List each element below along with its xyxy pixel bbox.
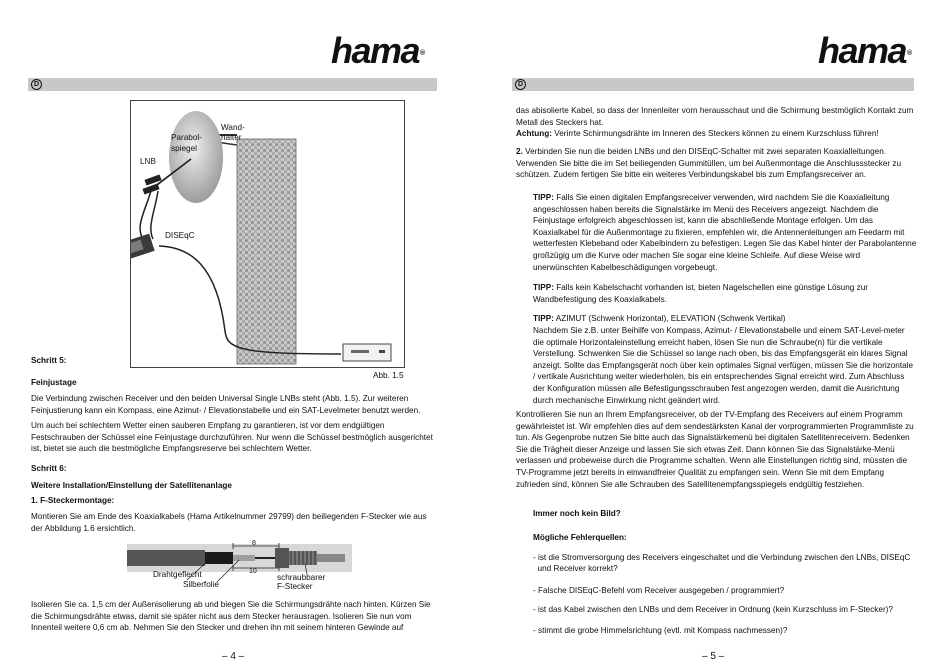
dim-8: 8 <box>252 540 256 547</box>
f-connector-body <box>317 554 345 562</box>
f-connector-diagram <box>127 540 352 595</box>
schritt-5-heading: Schritt 5: <box>31 356 67 365</box>
label-silberfolie: Silberfolie <box>183 580 219 589</box>
achtung-text: Verirrte Schirmungsdrähte im Inneren des Steckers können zu einem Kurzschluss führen! <box>551 129 879 138</box>
tipp-2-label: TIPP: <box>533 283 554 292</box>
label-schraubbarer: schraubbarer <box>277 573 326 582</box>
dim-10: 10 <box>249 568 257 575</box>
tipp-2 <box>533 282 917 305</box>
fehlerquellen-heading: Mögliche Fehlerquellen: <box>533 533 627 542</box>
fehler-item-1: - ist die Stromversorgung des Receivers eingeschaltet und die Verbindung zwischen den LNBs, DISEqC <box>533 553 911 562</box>
language-bar <box>28 78 437 91</box>
achtung-note <box>516 128 916 140</box>
label-f-stecker: F-Stecker <box>277 582 313 591</box>
figure-1-5 <box>130 100 405 368</box>
page-number-5: – 5 – <box>702 651 725 662</box>
label-parabolspiegel-1: Parabol- <box>171 133 202 142</box>
wall <box>237 139 296 364</box>
label-lnb: LNB <box>140 157 156 166</box>
tipp-1-label: TIPP: <box>533 193 554 202</box>
label-drahtgeflecht: Drahtgeflecht <box>153 570 202 579</box>
fehler-item-3: - ist das Kabel zwischen den LNBs und dem Receiver in Ordnung (kein Kurzschluss im F-Stecker)? <box>533 605 893 614</box>
weitere-installation-heading: Weitere Installation/Einstellung der Satellitenanlage <box>31 481 232 490</box>
tipp-3-label: TIPP: <box>533 314 554 323</box>
paragraph-abisoliert: das abisolierte Kabel, so dass der Innenleiter vorn herausschaut und die Schirmung bestmöglich Kontakt zum Metall des Steckers hat. <box>516 106 914 127</box>
step-2-number: 2. <box>516 147 523 156</box>
paragraph-step-2 <box>516 146 916 181</box>
paragraph-montieren: Montieren Sie am Ende des Koaxialkabels (Hama Artikelnummer 29799) den beiliegenden F-Stecker wie aus der Abbildung 1.6 ersichtlich. <box>31 512 427 533</box>
paragraph-kontrollieren: Kontrollieren Sie nun an Ihrem Empfangsreceiver, ob der TV-Empfang des Receivers auf einem Programm gewährleistet ist. Wir empfehlen dies auf dem sendestärksten Kanal der vorprogrammierten Programmliste zu tun. Als Gegenprobe nutzen Sie bitte auch das Signalstärkemenü bei digitalen Satellitenreceivern. Bedenken Sie die Trägheit dieser Anzeige und lassen Sie sich etwas Zeit. Dann können Sie das Signalstärke-Menü verlassen und probeweise durch die Programme schalten. Wenn alle Einstellungen richtig sind, müssten die TV-Programme jetzt bereits in einwandfreier Qualität zu empfangen sein. Wenn Sie mit dem Empfang zufrieden sind, können Sie alle Schrauben des Satellitenempfangsspiegels endgültig festziehen. <box>516 410 914 489</box>
schritt-6-heading: Schritt 6: <box>31 464 67 473</box>
hama-logo-right: hama® <box>818 30 913 71</box>
tipp-3-head: AZIMUT (Schwenk Horizontal), ELEVATION (Schwenk Vertikal) <box>553 314 786 323</box>
language-badge: D <box>31 79 42 90</box>
tipp-3-text: Nachdem Sie z.B. unter Beihilfe von Kompass, Azimut- / Elevationstabelle und einem SAT-Level-meter die optimale Horizontaleinstellung erreicht haben, lösen Sie nun die Schraube(n) für die vertikale Verstellung. Schwenken Sie die Schüssel so lange nach oben, bis das Empfangsgerät ein klares Signal anzeigt. Sollte das Empfangsgerät noch über kein optimales Signal verfügen, müssen Sie die horizontale / vertikale Ausrichtung weiter wiederholen, bis ein entsprechendes Signal erreicht wird. Zum Abschluss der Konfiguration müssen alle Befestigungsschrauben fest angezogen werden, damit die Ausrichtung durch mechanische Einwirkung nicht geändert wird. <box>533 326 914 405</box>
fehler-item-4: - stimmt die grobe Himmelsrichtung (evtl. mit Kompass nachmessen)? <box>533 626 788 635</box>
f-stecker-heading: 1. F-Steckermontage: <box>31 496 115 505</box>
page-number-4: – 4 – <box>222 651 245 662</box>
foil <box>233 555 255 561</box>
label-parabolspiegel-2: spiegel <box>171 144 197 153</box>
fehler-item-2: - Falsche DISEqC-Befehl vom Receiver ausgegeben / programmiert? <box>533 586 785 595</box>
tipp-3-heading <box>533 313 917 325</box>
f-connector-nut <box>275 548 289 568</box>
cable-insulation <box>127 550 205 566</box>
fehler-item-1-cont: und Receiver korrekt? <box>533 564 618 573</box>
paragraph-wetter: Um auch bei schlechtem Wetter einen sauberen Empfang zu garantieren, ist vor dem endgültigen Festschrauben der Schüssel eine Feinjustage durchzuführen. Nur wenn die Schüssel bestmöglich ausgerichtet ist, bietet sie auch die bestmögliche Empfangsreserve bei schlechtem Wetter. <box>31 421 433 454</box>
hama-logo: hama® <box>331 30 426 71</box>
figure-caption: Abb. 1.5 <box>373 371 404 380</box>
satellite-dish <box>169 111 223 203</box>
immer-noch-heading: Immer noch kein Bild? <box>533 509 621 518</box>
step-2-text: Verbinden Sie nun die beiden LNBs und den DISEqC-Schalter mit zwei separaten Koaxialleitungen. Verwenden Sie bitte die im Set beiliegenden Gummitüllen, um bei Außenmontage die Anschlussstecker zu schützen. Zudem fertigen Sie bitte ein weiteres Verbindungskabel bis zum Empfangsreceiver an. <box>516 147 902 180</box>
tipp-2-text: Falls kein Kabelschacht vorhanden ist, bieten Nagelschellen eine günstige Lösung zur Wandbefestigung des Koaxialkabels. <box>533 283 868 304</box>
right-page <box>475 0 950 669</box>
paragraph-verbindung: Die Verbindung zwischen Receiver und den beiden Universal Single LNBs steht (Abb. 1.5). Zur weiteren Feinjustierung kann ein Kompass, eine Azimut- / Elevationstabelle und ein SAT-Levelmeter benutzt werden. <box>31 394 421 415</box>
tipp-1-text: Falls Sie einen digitalen Empfangsreceiver verwenden, wird nachdem Sie die Koaxialleitung angeschlossen haben bereits die Signalstärke im Menü des Receivers angezeigt. Nachdem die Feinjustage erfolgreich abgeschlossen ist, kann die abschließende Montage erfolgen. Um das Koaxialkabel für die Außenmontage zu fixieren, empfehlen wir, die Antennenleitungen am Feedarm mit wetterfesten Klebeband oder Kabelbindern zu befestigen. Legen Sie das Kabel hinter der Parabolantenne großzügig um die Kurve oder machen Sie sogar eine kleine Schleife. Auf diese Weise wird unerwünschten Kabelbeschädigungen vorgebeugt. <box>533 193 917 272</box>
language-bar-right <box>512 78 914 91</box>
label-diseqc: DISEqC <box>165 231 195 240</box>
paragraph-isolieren: Isolieren Sie ca. 1,5 cm der Außenisolierung ab und biegen Sie die Schirmungsdrähte nach hinten. Kürzen Sie die Schirmungsdrähte etwas, damit sie später nicht aus dem Stecker herausragen. Isolieren Sie nun vom Innenteil weitere 0,6 cm ab. Nehmen Sie den Stecker und drehen ihn mit seinem hinteren Gewinde auf <box>31 600 431 633</box>
label-wandhalter-2: halter <box>221 133 242 142</box>
feinjustage-heading: Feinjustage <box>31 378 77 387</box>
achtung-label: Achtung: <box>516 129 552 138</box>
tipp-1 <box>533 192 917 273</box>
figure-1-6 <box>127 540 352 595</box>
braid <box>205 552 233 564</box>
language-badge-right: D <box>515 79 526 90</box>
label-wandhalter-1: Wand- <box>221 123 245 132</box>
